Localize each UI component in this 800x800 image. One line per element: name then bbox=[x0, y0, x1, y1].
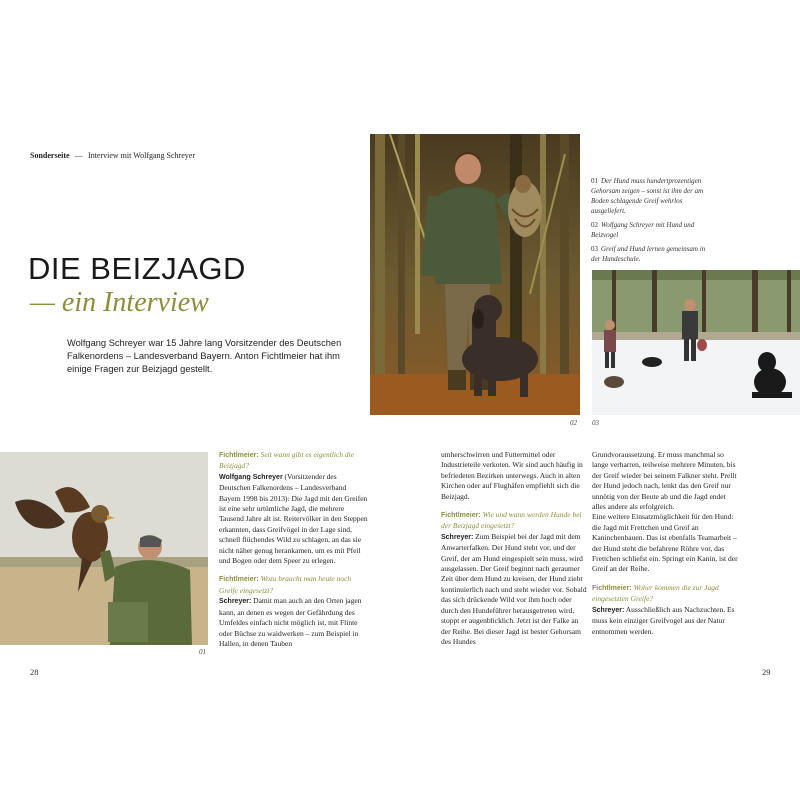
photo-man-dog-bird bbox=[370, 134, 580, 415]
caption-item bbox=[591, 244, 706, 264]
caption-list bbox=[591, 176, 706, 268]
article-title: DIE BEIZJAGD bbox=[28, 251, 246, 286]
answer-text: Zum Beispiel bei der Jagd mit dem Anwarterfalken. Der Hund steht vor, und der Greif, der am Hund eingespielt sein muss, wird ausgelassen. Der Greif beginnt nach geraumer Zeit über dem Hund zu kreisen, der Hund zieht kontinuierlich nach und steht wieder vor. Sobald das sich drückende Wild vor ihm hoch oder durch den Hundeführer herausgetreten wird, stoppt er augenblicklich. Jetzt ist der Falke an der Reihe. Bei dieser Jagd ist bester Gehorsam des Hundes bbox=[441, 531, 587, 646]
paragraph: Eine weitere Einsatzmöglichkeit für den Hund: die Jagd mit Frettchen und Greif an Kaninchenbauen. Das ist ebenfalls Teamarbeit – der Hund steht die befahrene Röhre vor, das Frettchen schliefst ein. Springt ein Kanin, ist der Greif an der Reihe. bbox=[592, 512, 738, 574]
question bbox=[592, 583, 740, 605]
paragraph: Grundvoraussetzung. Er muss manchmal so lange verharren, teilweise mehrere Minuten, bis der Greif wieder bei seinem Falkner steht. Prellt der Hund jedoch nach, lenkt das den Greif nur unnötig von der Beute ab und die Jagd endet alles andere als erfolgreich. bbox=[592, 450, 737, 512]
caption-number: 02 bbox=[591, 221, 598, 229]
question-text: Seit wann gibt es eigentlich die Beizjagd? bbox=[219, 450, 355, 471]
page-number-left: 28 bbox=[30, 667, 39, 677]
speaker: Fichtlmeier: bbox=[219, 452, 259, 459]
answer bbox=[219, 596, 369, 649]
photo-snow-training bbox=[592, 270, 800, 415]
text-column-2 bbox=[441, 450, 589, 647]
answer-text: Damit man auch an den Orten jagen kann, an denen es wegen der Gefährdung des Umfeldes einfach nicht möglich ist, mit Flinte oder Büchse zu waidwerken – zum Beispiel in Hallen, in denen Tauben bbox=[219, 596, 362, 648]
speaker: Fichtlmeier: bbox=[219, 576, 259, 584]
speaker: Fichtlmeier: bbox=[592, 584, 632, 592]
paragraph: umherschwirren und Futtermittel oder Industrieteile verkoten. Wir sind auch häufig in befriedeten Bezirken unterwegs. Auch in alten Kirchen oder auf Flughäfen empfiehlt sich die Beizjagd. bbox=[441, 450, 583, 501]
text-column-3 bbox=[592, 450, 740, 637]
speaker: Schreyer: bbox=[441, 533, 474, 541]
question-text: Wie und wann werden Hunde bei der Beizjagd eingesetzt? bbox=[441, 510, 582, 531]
section-topic: Interview mit Wolfgang Schreyer bbox=[88, 151, 195, 160]
answer bbox=[441, 532, 589, 647]
section-header bbox=[30, 151, 195, 160]
section-separator: — bbox=[74, 151, 83, 160]
page-number-right: 29 bbox=[762, 667, 771, 677]
answer bbox=[592, 605, 740, 637]
photo-number-03: 03 bbox=[592, 419, 599, 427]
question bbox=[219, 450, 369, 472]
caption-text: Greif und Hund lernen gemeinsam in der Hundeschule. bbox=[591, 245, 706, 263]
question-text: Wozu braucht man heute noch Greife eingesetzt? bbox=[219, 574, 352, 595]
text-column-1 bbox=[219, 450, 369, 649]
question bbox=[219, 574, 369, 596]
caption-text: Wolfgang Schreyer mit Hund und Beizvogel bbox=[591, 221, 695, 239]
answer-text: (Vorsitzender des Deutschen Falkenordens – Landesverband Bayern 1998 bis 2013): Die Jagd mit den Greifen ist eine sehr urtümliche Jagd, die mehrere Tausend Jahre alt ist. Reitervölker in den Steppen erkannten, dass Greifvögel in der Lage sind, schnell flüchendes Wild zu schlagen, an das sie nicht näher genug herankamen, um es mit Pfeil und Bogen oder dem Speer zu erlegen. bbox=[219, 471, 368, 566]
answer-text: Ausschließlich aus Nachzuchten. Es muss kein einziger Greifvogel aus der Natur entnommen werden. bbox=[592, 604, 735, 636]
speaker: Schreyer: bbox=[592, 606, 625, 614]
answer bbox=[219, 472, 369, 567]
caption-item bbox=[591, 220, 706, 240]
speaker: Schreyer: bbox=[219, 598, 252, 606]
caption-item bbox=[591, 176, 706, 216]
photo-number-01: 01 bbox=[199, 648, 206, 656]
question-text: Woher kommen die zur Jagd eingesetzten Greife? bbox=[592, 582, 719, 604]
photo-falconer-eagle bbox=[0, 452, 208, 645]
caption-number: 03 bbox=[591, 245, 598, 253]
photo-number-02: 02 bbox=[570, 419, 577, 427]
caption-text: Der Hund muss hundertprozentigen Gehorsam zeigen – sonst ist ihm der am Boden schlagende Greif wehrlos ausgeliefert. bbox=[591, 177, 704, 215]
section-label: Sonderseite bbox=[30, 151, 70, 160]
article-lead: Wolfgang Schreyer war 15 Jahre lang Vorsitzender des Deutschen Falkenordens – Landesverband Bayern. Anton Fichtlmeier hat ihm einige Fragen zur Beizjagd gestellt. bbox=[67, 338, 342, 374]
question bbox=[441, 510, 589, 532]
speaker: Fichtlmeier: bbox=[441, 512, 481, 520]
article-subtitle: — ein Interview bbox=[30, 287, 209, 318]
caption-number: 01 bbox=[591, 177, 598, 185]
speaker: Wolfgang Schreyer bbox=[219, 473, 283, 481]
